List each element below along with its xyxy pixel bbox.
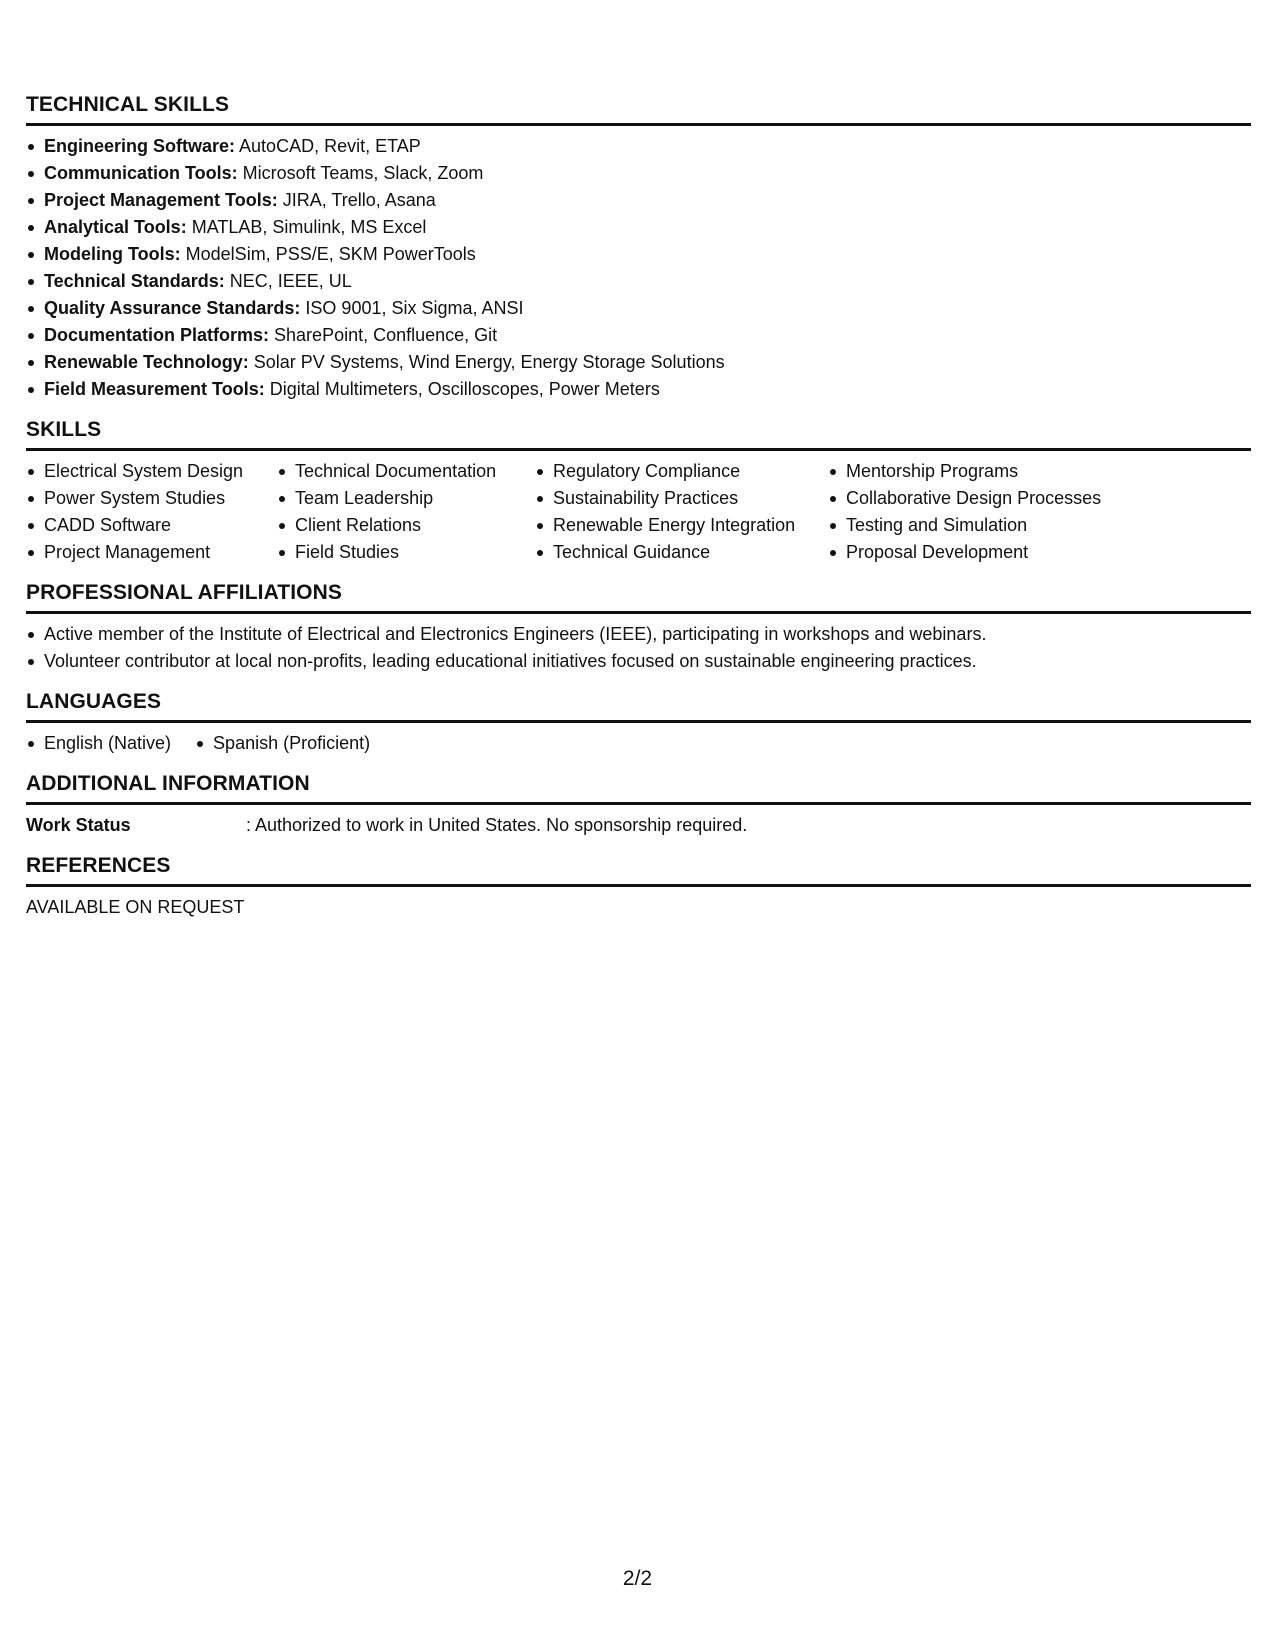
- list-item: Technical Documentation: [277, 458, 535, 485]
- skill-category: Documentation Platforms:: [44, 325, 270, 345]
- affiliations-list: [26, 621, 1251, 675]
- list-item: [26, 322, 1251, 349]
- list-item: [26, 187, 1251, 214]
- skill-values: NEC, IEEE, UL: [224, 271, 352, 291]
- list-item: Technical Guidance: [535, 539, 828, 566]
- skill-category: Communication Tools:: [44, 163, 238, 183]
- references-section: [26, 853, 1251, 921]
- section-heading: TECHNICAL SKILLS: [26, 92, 1251, 126]
- skills-column: [535, 458, 828, 566]
- list-item: Testing and Simulation: [828, 512, 1188, 539]
- list-item: Mentorship Programs: [828, 458, 1188, 485]
- skills-column: [26, 458, 277, 566]
- skill-category: Modeling Tools:: [44, 244, 181, 264]
- skill-category: Renewable Technology:: [44, 352, 249, 372]
- list-item: Renewable Energy Integration: [535, 512, 828, 539]
- work-status-label: Work Status: [26, 815, 131, 835]
- skill-values: ModelSim, PSS/E, SKM PowerTools: [180, 244, 476, 264]
- skill-values: JIRA, Trello, Asana: [277, 190, 436, 210]
- resume-page: [26, 92, 1251, 935]
- list-item: Sustainability Practices: [535, 485, 828, 512]
- page-number: 2/2: [622, 1567, 653, 1590]
- skill-values: MATLAB, Simulink, MS Excel: [186, 217, 427, 237]
- affiliations-section: [26, 580, 1251, 675]
- skill-category: Technical Standards:: [44, 271, 225, 291]
- section-heading: LANGUAGES: [26, 689, 1251, 723]
- technical-skills-section: [26, 92, 1251, 403]
- references-text: AVAILABLE ON REQUEST: [26, 897, 245, 917]
- section-heading: ADDITIONAL INFORMATION: [26, 771, 1251, 805]
- skill-category: Field Measurement Tools:: [44, 379, 265, 399]
- skill-values: Digital Multimeters, Oscilloscopes, Power Meters: [264, 379, 660, 399]
- list-item: [26, 214, 1251, 241]
- skills-section: [26, 417, 1251, 566]
- list-item: Regulatory Compliance: [535, 458, 828, 485]
- list-item: Team Leadership: [277, 485, 535, 512]
- section-heading: SKILLS: [26, 417, 1251, 451]
- skill-category: Project Management Tools:: [44, 190, 278, 210]
- skill-values: AutoCAD, Revit, ETAP: [235, 136, 421, 156]
- section-heading: REFERENCES: [26, 853, 1251, 887]
- list-item: [26, 268, 1251, 295]
- list-item: Client Relations: [277, 512, 535, 539]
- languages-list: [26, 730, 1251, 757]
- languages-section: [26, 689, 1251, 757]
- list-item: Spanish (Proficient): [195, 730, 370, 757]
- list-item: [26, 349, 1251, 376]
- list-item: Project Management: [26, 539, 277, 566]
- list-item: Field Studies: [277, 539, 535, 566]
- list-item: Electrical System Design: [26, 458, 277, 485]
- section-heading: PROFESSIONAL AFFILIATIONS: [26, 580, 1251, 614]
- skill-values: Solar PV Systems, Wind Energy, Energy Storage Solutions: [248, 352, 725, 372]
- list-item: [26, 295, 1251, 322]
- skills-column: [277, 458, 535, 566]
- list-item: [26, 241, 1251, 268]
- work-status-value: : Authorized to work in United States. No sponsorship required.: [246, 815, 748, 835]
- list-item: [26, 160, 1251, 187]
- list-item: [26, 133, 1251, 160]
- skill-values: ISO 9001, Six Sigma, ANSI: [300, 298, 524, 318]
- list-item: Proposal Development: [828, 539, 1188, 566]
- skill-category: Quality Assurance Standards:: [44, 298, 301, 318]
- skill-category: Analytical Tools:: [44, 217, 187, 237]
- skills-grid: [26, 458, 1251, 566]
- list-item: Active member of the Institute of Electrical and Electronics Engineers (IEEE), participating in workshops and webinars.: [26, 621, 1251, 648]
- skill-values: Microsoft Teams, Slack, Zoom: [237, 163, 484, 183]
- skill-values: SharePoint, Confluence, Git: [269, 325, 498, 345]
- list-item: English (Native): [26, 730, 171, 757]
- language-item-wrap: [26, 730, 171, 757]
- work-status-row: [26, 812, 1251, 839]
- language-item-wrap: [195, 730, 370, 757]
- list-item: Collaborative Design Processes: [828, 485, 1188, 512]
- list-item: CADD Software: [26, 512, 277, 539]
- skill-category: Engineering Software:: [44, 136, 236, 156]
- list-item: Power System Studies: [26, 485, 277, 512]
- additional-info-section: [26, 771, 1251, 839]
- technical-skills-list: [26, 133, 1251, 403]
- skills-column: [828, 458, 1188, 566]
- list-item: Volunteer contributor at local non-profits, leading educational initiatives focused on sustainable engineering practices.: [26, 648, 1251, 675]
- list-item: [26, 376, 1251, 403]
